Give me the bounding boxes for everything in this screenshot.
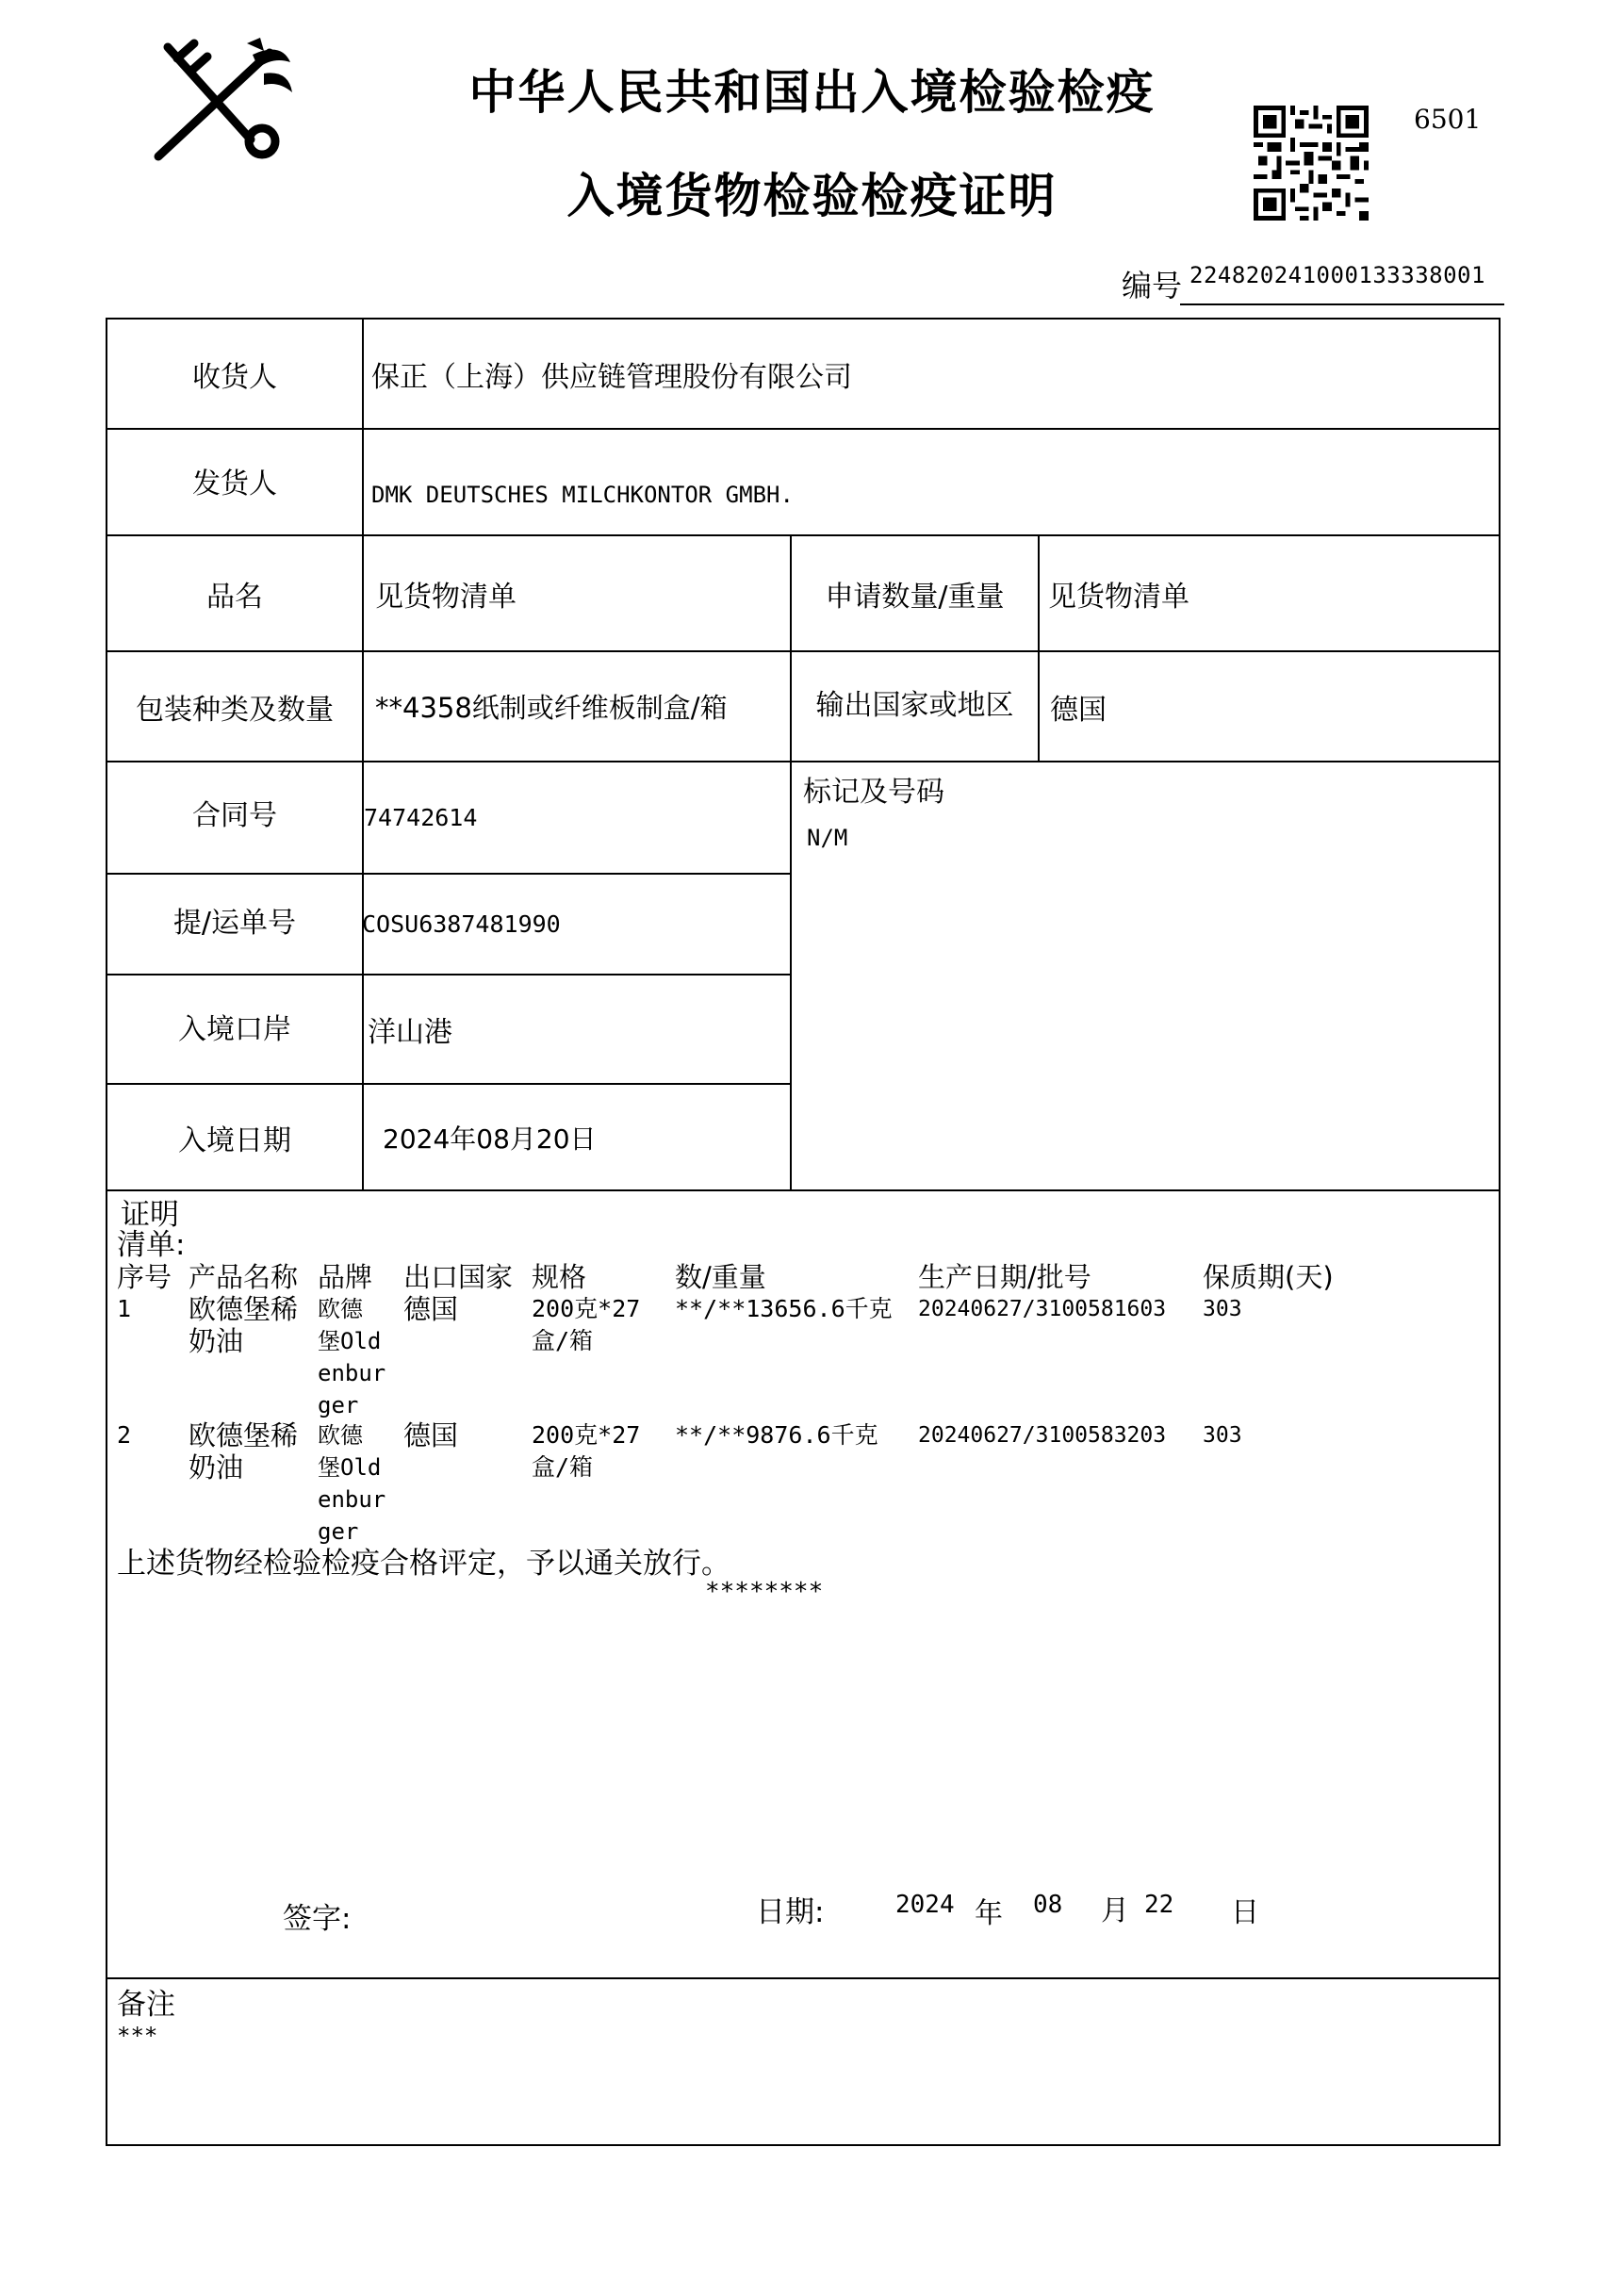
product-label: 品名 [206,580,263,614]
code-number: 6501 [1414,104,1482,135]
goods-row-2-qty: **/**9876.6千克 [675,1421,878,1449]
cert-date-year: 2024 [895,1891,955,1919]
goods-row-2-brand: 欧德 堡Old enbur ger [318,1422,386,1545]
goods-row-2-batch: 20240627/3100583203 [918,1423,1167,1448]
packing-value: **4358纸制或纤维板制盒/箱 [375,692,728,724]
origin-label: 输出国家或地区 [815,688,1014,722]
remarks-value: *** [117,2023,158,2049]
goods-row-1-brand: 欧德 堡Old enbur ger [318,1296,386,1418]
consignor-value: DMK DEUTSCHES MILCHKONTOR GMBH. [371,482,794,508]
port-value: 洋山港 [368,1016,452,1049]
goods-row-1-name: 欧德堡稀 奶油 [189,1293,299,1357]
marks-value: N/M [807,825,848,851]
col-header-country: 出口国家 [403,1261,514,1293]
goods-row-2-country: 德国 [403,1419,459,1451]
list-heading: 清单: [117,1228,186,1262]
col-header-name: 产品名称 [189,1261,299,1293]
goods-row-2-shelf: 303 [1203,1423,1242,1448]
packing-label: 包装种类及数量 [136,693,334,727]
cert-date-year-unit: 年 [975,1897,1003,1930]
certificate-heading: 证明 [121,1198,179,1232]
cert-date-month: 08 [1033,1891,1063,1919]
goods-row-1-no: 1 [117,1295,132,1322]
cert-no-label: 编号 [1122,268,1183,303]
clearance-statement: 上述货物经检验检疫合格评定，予以通关放行。 [117,1547,730,1581]
document-subtitle: 入境货物检验检疫证明 [566,169,1058,223]
goods-row-2-no: 2 [117,1421,132,1449]
entry-date-value: 2024年08月20日 [383,1123,597,1155]
goods-row-2-name: 欧德堡稀 奶油 [189,1419,299,1484]
col-header-brand: 品牌 [318,1261,373,1293]
cert-no: 22482024100013333800​1 [1189,262,1485,288]
contract-label: 合同号 [192,798,277,832]
goods-row-1-batch: 20240627/3100581603 [918,1297,1167,1321]
consignee-value: 保正（上海）供应链管理股份有限公司 [371,360,852,394]
goods-row-1-qty: **/**13656.6千克 [675,1295,893,1322]
product-value: 见货物清单 [375,580,517,614]
contract-value: 74742614 [364,804,478,831]
cert-no-underline [1180,303,1504,305]
port-label: 入境口岸 [178,1013,291,1046]
goods-row-1-country: 德国 [403,1293,459,1325]
consignee-label: 收货人 [192,360,277,394]
cert-date-month-unit: 月 [1101,1894,1129,1927]
col-header-no: 序号 [117,1261,172,1293]
bl-value: COSU6387481990 [362,910,561,938]
col-header-batch: 生产日期/批号 [918,1261,1091,1293]
stars-line: ******** [705,1578,824,1606]
cert-date-day-unit: 日 [1231,1896,1259,1929]
quantity-label: 申请数量/重量 [825,580,1005,614]
cert-date-label: 日期: [756,1895,825,1929]
document-title: 中华人民共和国出入境检验检疫 [468,65,1156,120]
goods-row-2-spec: 200克*27 盒/箱 [532,1421,641,1481]
marks-label: 标记及号码 [803,776,944,809]
col-header-shelf: 保质期(天) [1203,1261,1334,1293]
qr-code [1254,106,1369,221]
quantity-value: 见货物清单 [1048,580,1189,614]
bl-label: 提/运单号 [172,906,297,940]
remarks-label: 备注 [117,1988,175,2022]
entry-date-label: 入境日期 [178,1123,291,1157]
consignor-label: 发货人 [192,467,277,500]
goods-row-1-spec: 200克*27 盒/箱 [532,1295,641,1354]
col-header-qty: 数/重量 [675,1261,766,1293]
origin-value: 德国 [1050,693,1107,727]
cert-date-day: 22 [1144,1891,1174,1919]
col-header-spec: 规格 [532,1261,587,1293]
goods-row-1-shelf: 303 [1203,1297,1242,1321]
signature-label: 签字: [283,1902,352,1936]
